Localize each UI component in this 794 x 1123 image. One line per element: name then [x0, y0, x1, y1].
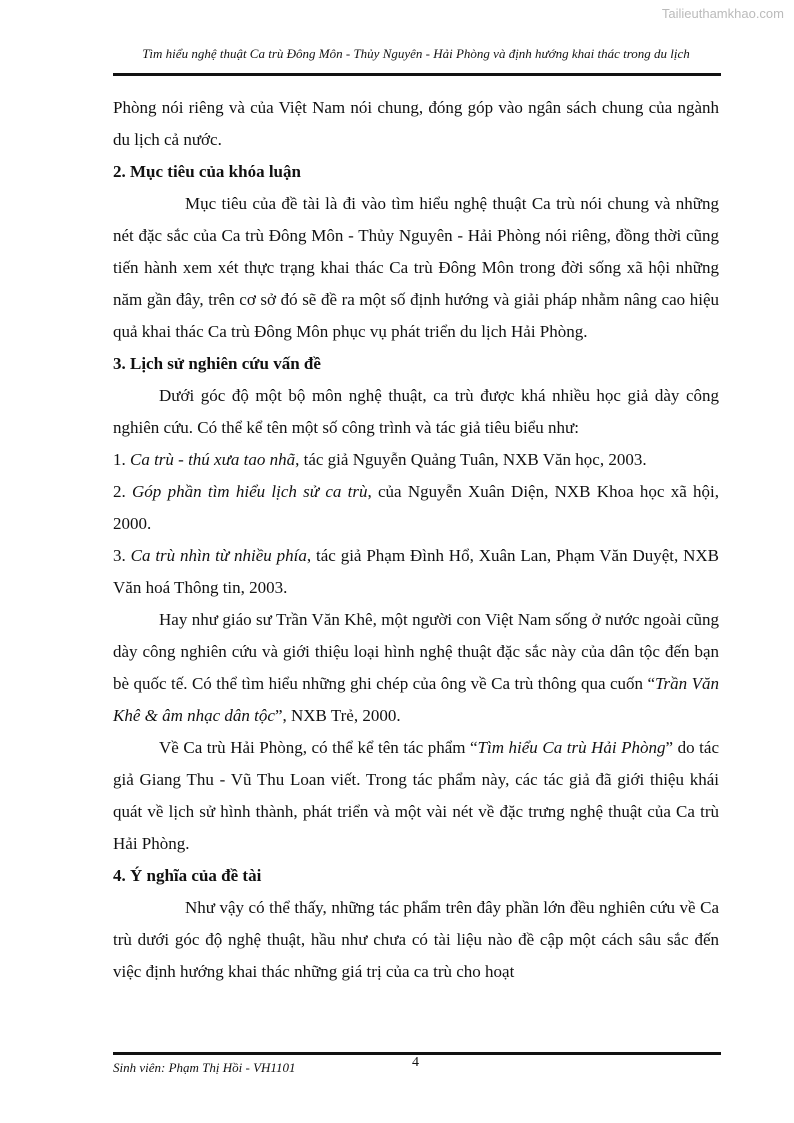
section-4-heading: 4. Ý nghĩa của đề tài	[113, 866, 262, 885]
book-title: Trần Văn Khê & âm nhạc dân tộc	[113, 674, 719, 725]
tran-van-khe-paragraph: Hay như giáo sư Trần Văn Khê, một người con Việt Nam sống ở nước ngoài cũng dày công nghiên cứu và giới thiệu loại hình nghệ thuật đặc sắc này của dân tộc đến bạn bè quốc tế. Có thể tìm hiểu những ghi chép của ông về Ca trù thông qua cuốn “Trần Văn Khê & âm nhạc dân tộc”, NXB Trẻ, 2000.	[113, 610, 719, 725]
work-details: , tác giả Phạm Đình Hổ, Xuân Lan, Phạm Văn Duyệt, NXB Văn hoá Thông tin, 2003.	[113, 546, 720, 597]
book-title: Tìm hiểu Ca trù Hải Phòng	[477, 738, 666, 757]
work-item-1	[113, 444, 719, 476]
intro-paragraph: Phòng nói riêng và của Việt Nam nói chung, đóng góp vào ngân sách chung của ngành du lịch cả nước.	[113, 98, 719, 149]
section-2-paragraph: Mục tiêu của đề tài là đi vào tìm hiểu nghệ thuật Ca trù nói chung và những nét đặc sắc của Ca trù Đông Môn - Thủy Nguyên - Hải Phòng nói riêng, đồng thời cũng tiến hành xem xét thực trạng khai thác Ca trù Đông Môn trong đời sống xã hội những năm gần đây, trên cơ sở đó sẽ đề ra một số định hướng và giải pháp nhằm nâng cao hiệu quả khai thác Ca trù Đông Môn phục vụ phát triển du lịch Hải Phòng.	[113, 194, 719, 341]
section-3-heading: 3. Lịch sử nghiên cứu vấn đề	[113, 354, 321, 373]
work-details: , tác giả Nguyễn Quảng Tuân, NXB Văn học, 2003.	[295, 450, 647, 469]
work-item-3	[113, 540, 719, 604]
work-number: 3.	[113, 546, 131, 565]
work-title: Góp phần tìm hiểu lịch sử ca trù	[132, 482, 368, 501]
section-4-paragraph: Như vậy có thể thấy, những tác phẩm trên đây phần lớn đều nghiên cứu về Ca trù dưới góc độ nghệ thuật, hầu như chưa có tài liệu nào đề cập một cách sâu sắc đến việc định hướng khai thác những giá trị của ca trù cho hoạt	[113, 898, 719, 981]
work-title: Ca trù nhìn từ nhiều phía	[130, 546, 307, 565]
hai-phong-paragraph: Về Ca trù Hải Phòng, có thể kể tên tác phẩm “Tìm hiểu Ca trù Hải Phòng” do tác giả Giang Thu - Vũ Thu Loan viết. Trong tác phẩm này, các tác giả đã giới thiệu khái quát về lịch sử hình thành, phát triển và một vài nét về đặc trưng nghệ thuật của Ca trù Hải Phòng.	[113, 738, 719, 853]
section-3-paragraph: Dưới góc độ một bộ môn nghệ thuật, ca trù được khá nhiều học giả dày công nghiên cứu. Có thể kể tên một số công trình và tác giả tiêu biểu như:	[113, 386, 719, 437]
footer-student: Sinh viên: Phạm Thị Hồi - VH1101	[113, 1060, 296, 1075]
header-rule	[113, 73, 721, 76]
running-header: Tìm hiểu nghệ thuật Ca trù Đông Môn - Thủy Nguyên - Hải Phòng và định hướng khai thác trong du lịch	[142, 46, 690, 61]
watermark: Tailieuthamkhao.com	[661, 6, 784, 21]
work-title: Ca trù - thú xưa tao nhã	[130, 450, 296, 469]
work-number: 2.	[113, 482, 133, 501]
document-body	[113, 92, 719, 988]
work-details: , của Nguyễn Xuân Diện, NXB Khoa học xã hội, 2000.	[113, 482, 720, 533]
section-2-heading: 2. Mục tiêu của khóa luận	[113, 162, 301, 181]
work-number: 1.	[113, 450, 130, 469]
page-number: 4	[412, 1055, 419, 1070]
work-item-2	[113, 476, 719, 540]
